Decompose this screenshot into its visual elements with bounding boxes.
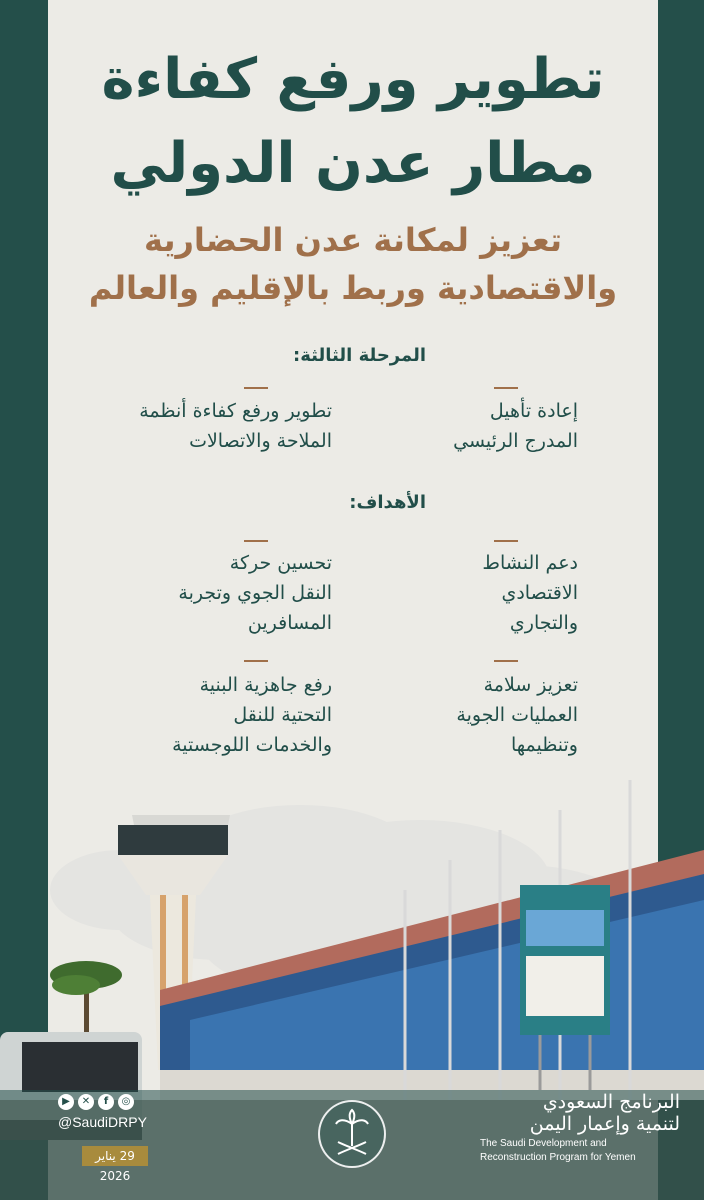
emblem-glyph (320, 1102, 384, 1166)
title-line-1: تطوير ورفع كفاءة (101, 47, 605, 112)
divider-dash (494, 660, 518, 662)
divider-dash (494, 387, 518, 389)
item-line: إعادة تأهيل (489, 400, 578, 422)
goal-item-air-transport (112, 548, 332, 638)
divider-dash (244, 540, 268, 542)
date-badge: 29 يناير 2026 (82, 1146, 148, 1166)
account-handle: @SaudiDRPY (58, 1114, 147, 1130)
goals-heading: الأهداف: (349, 492, 426, 513)
program-name-en-2: Reconstruction Program for Yemen (480, 1151, 636, 1163)
goal-item-safety (358, 670, 578, 760)
goal-item-infrastructure (112, 670, 332, 760)
subtitle-line-2: والاقتصادية وربط بالإقليم والعالم (88, 269, 618, 307)
social-icons (58, 1094, 147, 1110)
item-line: المسافرين (247, 612, 332, 635)
divider-dash (244, 387, 268, 389)
item-line: الملاحة والاتصالات (189, 430, 332, 453)
divider-dash (244, 660, 268, 662)
program-logo (480, 1092, 680, 1164)
facebook-icon[interactable]: f (98, 1094, 114, 1110)
account-handle-row[interactable] (58, 1114, 147, 1130)
item-line: النقل الجوي وتجربة (178, 582, 332, 605)
item-line: تعزيز سلامة (483, 674, 578, 696)
title-line-2: مطار عدن الدولي (110, 131, 596, 196)
phase-item-navigation (112, 396, 332, 456)
palm-swords-emblem-icon (318, 1100, 386, 1168)
goal-item-economy (358, 548, 578, 638)
item-line: دعم النشاط (482, 552, 578, 574)
item-line: الاقتصادي (501, 582, 578, 605)
item-line: العمليات الجوية (456, 704, 578, 727)
item-line: المدرج الرئيسي (453, 430, 578, 453)
item-line: وتنظيمها (510, 734, 578, 757)
youtube-icon[interactable]: ▶ (58, 1094, 74, 1110)
subtitle-line-1: تعزيز لمكانة عدن الحضارية (144, 221, 562, 259)
item-line: تحسين حركة (229, 552, 332, 574)
instagram-icon[interactable]: ◎ (118, 1094, 134, 1110)
program-name-ar-2: لتنمية وإعمار اليمن (529, 1112, 680, 1135)
phase-heading: المرحلة الثالثة: (293, 345, 426, 366)
program-name-en-1: The Saudi Development and (480, 1137, 607, 1149)
social-footer (58, 1094, 147, 1130)
item-line: والتجاري (509, 612, 578, 635)
divider-dash (494, 540, 518, 542)
item-line: رفع جاهزية البنية (199, 674, 332, 696)
program-name-ar-1: البرنامج السعودي (542, 1091, 680, 1113)
item-line: التحتية للنقل (233, 704, 332, 727)
x-icon[interactable]: ✕ (78, 1094, 94, 1110)
item-line: والخدمات اللوجستية (172, 734, 332, 757)
item-line: تطوير ورفع كفاءة أنظمة (139, 400, 332, 422)
phase-item-runway (358, 396, 578, 456)
